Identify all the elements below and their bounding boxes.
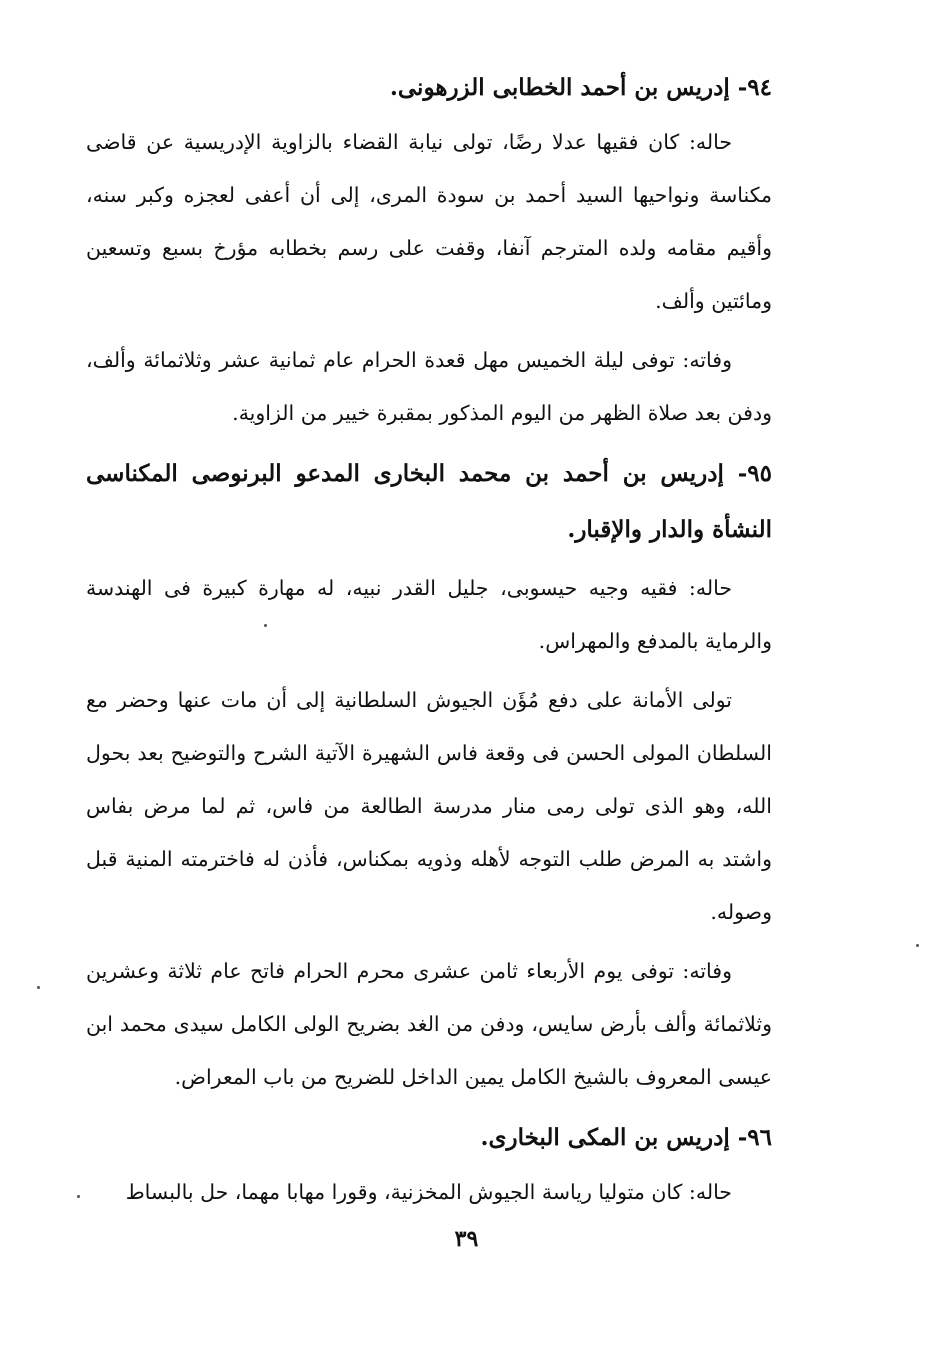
scan-speck xyxy=(264,624,267,627)
entry-95-career: تولى الأمانة على دفع مُؤَن الجيوش السلطانية إلى أن مات عنها وحضر مع السلطان المولى الحسن فى وقعة فاس الشهيرة الآتية الشرح والتوضيح بعد بحول الله، وهو الذى تولى رمى منار مدرسة الطالعة من فاس، ثم لما مرض بفاس واشتد به المرض طلب التوجه لأهله وذويه بمكناس، فأذن له فاخترمته المنية قبل وصوله. xyxy=(86,688,772,924)
scan-speck xyxy=(77,1195,80,1198)
entry-96-heading: ٩٦- إدريس بن المكى البخارى. xyxy=(480,1124,772,1151)
entry-94-death: وفاته: توفى ليلة الخميس مهل قعدة الحرام عام ثمانية عشر وثلاثمائة وألف، ودفن بعد صلاة الظهر من اليوم المذكور بمقبرة خيير من الزاوية. xyxy=(86,348,772,425)
entry-95-heading: ٩٥- إدريس بن أحمد بن محمد البخارى المدعو البرنوصى المكناسى النشأة والدار والإقبار. xyxy=(86,460,772,543)
entry-95-death: وفاته: توفى يوم الأربعاء ثامن عشرى محرم الحرام فاتح عام ثلاثة وعشرين وثلاثمائة وألف بأرض سايس، ودفن من الغد بضريح الولى الكامل سيدى محمد ابن عيسى المعروف بالشيخ الكامل يمين الداخل للضريح من باب المعراض. xyxy=(86,959,772,1089)
scan-speck xyxy=(37,986,40,989)
entry-94-biography: حاله: كان فقيها عدلا رضًا، تولى نيابة القضاء بالزاوية الإدريسية عن قاضى مكناسة ونواحيها السيد أحمد بن سودة المرى، إلى أن أعفى لعجزه وكبر سنه، وأقيم مقامه ولده المترجم آنفا، وقفت على رسم بخطابه مؤرخ بسبع وتسعين ومائتين وألف. xyxy=(86,130,772,313)
page-number: ٣٩ xyxy=(454,1226,479,1252)
entry-94-heading: ٩٤- إدريس بن أحمد الخطابى الزرهونى. xyxy=(389,74,772,101)
entry-95-biography: حاله: فقيه وجيه حيسوبى، جليل القدر نبيه، له مهارة كبيرة فى الهندسة والرماية بالمدفع والمهراس. xyxy=(86,576,772,653)
scan-speck xyxy=(916,944,919,947)
page-body xyxy=(86,60,772,1223)
entry-96-biography: حاله: كان متوليا رياسة الجيوش المخزنية، وقورا مهابا مهما، حل بالبساط xyxy=(125,1180,732,1204)
